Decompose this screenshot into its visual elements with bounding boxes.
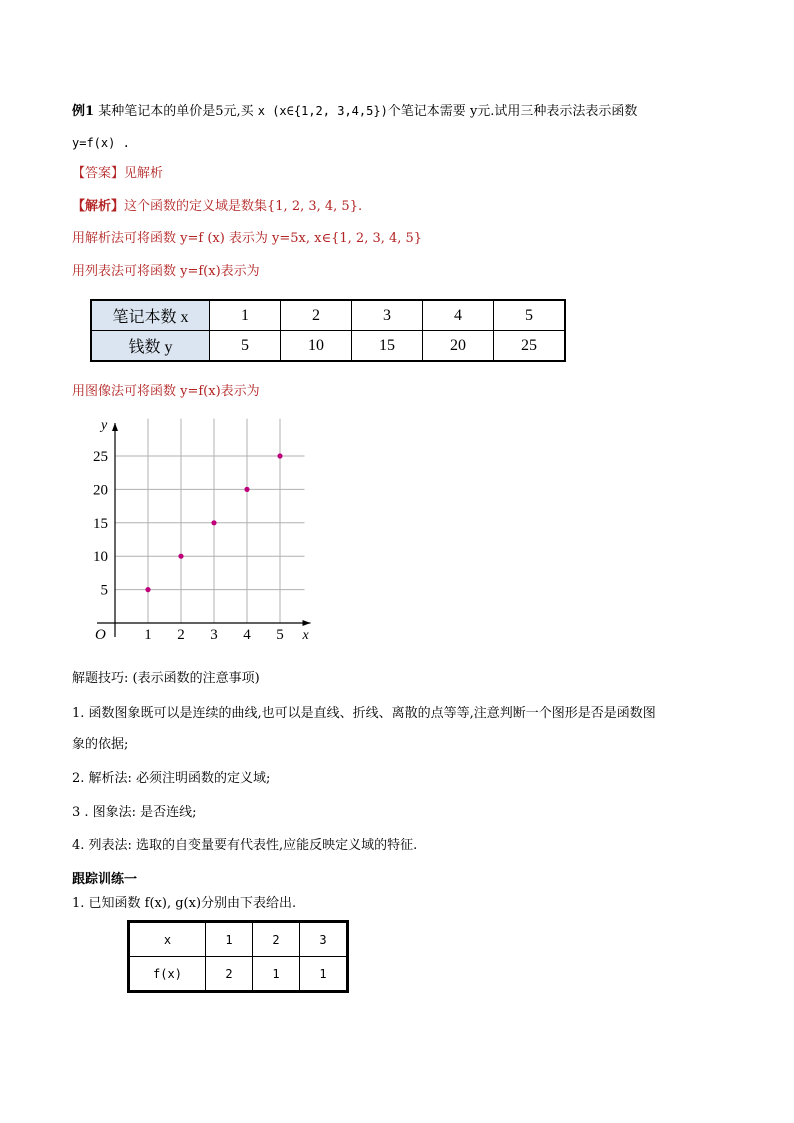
x-axis-arrow xyxy=(303,620,311,626)
y-tick-label: 20 xyxy=(93,482,108,499)
table-row xyxy=(129,922,348,957)
scatter-chart xyxy=(85,415,315,650)
x-tick-label: 1 xyxy=(144,627,152,643)
analysis-label: 【解析】 xyxy=(72,199,125,214)
example-text-b: 5元,买 xyxy=(215,104,254,119)
table-row xyxy=(129,957,348,992)
table-cell: 15 xyxy=(352,331,423,362)
tips-item-3: 3 . 图象法: 是否连线; xyxy=(72,805,197,820)
example-text-a: 某种笔记本的单价是 xyxy=(98,104,216,119)
x-tick-label: 4 xyxy=(243,627,251,643)
table-row xyxy=(91,331,565,362)
x-axis-label: x xyxy=(302,628,309,643)
table-cell: 5 xyxy=(210,331,281,362)
y-tick-label: 10 xyxy=(93,549,108,566)
practice-title: 跟踪训练一 xyxy=(72,872,138,887)
example-text-c: x (x∈{1,2, 3,4,5}) xyxy=(257,104,388,118)
y-axis-arrow xyxy=(112,423,118,431)
data-point xyxy=(145,587,150,592)
chart-ticks xyxy=(93,449,284,643)
example-line-1 xyxy=(72,102,637,121)
y-axis-label: y xyxy=(101,418,108,433)
analysis-line-4: 用图像法可将函数 y=f(x)表示为 xyxy=(72,384,260,399)
analysis-line-1 xyxy=(72,198,362,216)
analysis-line-2: 用解析法可将函数 y=f (x) 表示为 y=5x, x∈{1, 2, 3, 4, 5} xyxy=(72,231,423,246)
table-cell: x xyxy=(129,922,206,957)
values-table xyxy=(90,299,566,362)
table-cell: 3 xyxy=(352,300,423,331)
analysis-line-3: 用列表法可将函数 y=f(x)表示为 xyxy=(72,264,260,279)
table-cell: 2 xyxy=(281,300,352,331)
table-cell: 1 xyxy=(206,922,253,957)
table-cell: 10 xyxy=(281,331,352,362)
answer-text: 见解析 xyxy=(124,166,164,181)
tips-item-4: 4. 列表法: 选取的自变量要有代表性,应能反映定义域的特征. xyxy=(72,838,418,853)
tips-item-2: 2. 解析法: 必须注明函数的定义域; xyxy=(72,771,271,786)
data-point xyxy=(244,487,249,492)
table-cell: 2 xyxy=(253,922,300,957)
table-cell: 4 xyxy=(423,300,494,331)
y-tick-label: 5 xyxy=(100,582,108,599)
table-cell: 25 xyxy=(494,331,566,362)
table-cell: 3 xyxy=(300,922,348,957)
y-tick-label: 25 xyxy=(93,449,108,465)
origin-label: O xyxy=(95,627,106,643)
tips-title: 解题技巧: (表示函数的注意事项) xyxy=(72,671,260,686)
table-row xyxy=(91,300,565,331)
x-tick-label: 5 xyxy=(276,627,284,643)
table-cell: 1 xyxy=(210,300,281,331)
tips-item-1: 1. 函数图象既可以是连续的曲线,也可以是直线、折线、离散的点等等,注意判断一个图形是否是函数图 xyxy=(72,706,656,721)
example-line-2: y=f(x) . xyxy=(72,136,130,150)
table-cell: 20 xyxy=(423,331,494,362)
analysis-text: 这个函数的定义域是数集{1, 2, 3, 4, 5}. xyxy=(124,199,363,214)
table-header-x: 笔记本数 x xyxy=(91,300,210,331)
example-text-e: y元.试用三种表示法表示函数 xyxy=(469,104,638,119)
practice-question-1: 1. 已知函数 f(x), g(x)分别由下表给出. xyxy=(72,896,297,911)
x-tick-label: 3 xyxy=(210,627,218,643)
table-cell: 5 xyxy=(494,300,566,331)
table-cell: 2 xyxy=(206,957,253,992)
table-header-y: 钱数 y xyxy=(91,331,210,362)
table-cell: 1 xyxy=(253,957,300,992)
table-cell: 1 xyxy=(300,957,348,992)
function-table xyxy=(127,920,349,993)
tips-item-1-cont: 象的依据; xyxy=(72,737,129,752)
x-tick-label: 2 xyxy=(177,627,185,643)
table-cell: f(x) xyxy=(129,957,206,992)
chart-grid xyxy=(115,419,305,623)
data-point xyxy=(277,453,282,458)
data-point xyxy=(178,554,183,559)
answer-line xyxy=(72,165,163,183)
data-point xyxy=(211,520,216,525)
example-text-d: 个笔记本需要 xyxy=(387,104,466,119)
answer-label: 【答案】 xyxy=(72,166,125,181)
example-label: 例1 xyxy=(72,104,95,119)
y-tick-label: 15 xyxy=(93,515,108,532)
